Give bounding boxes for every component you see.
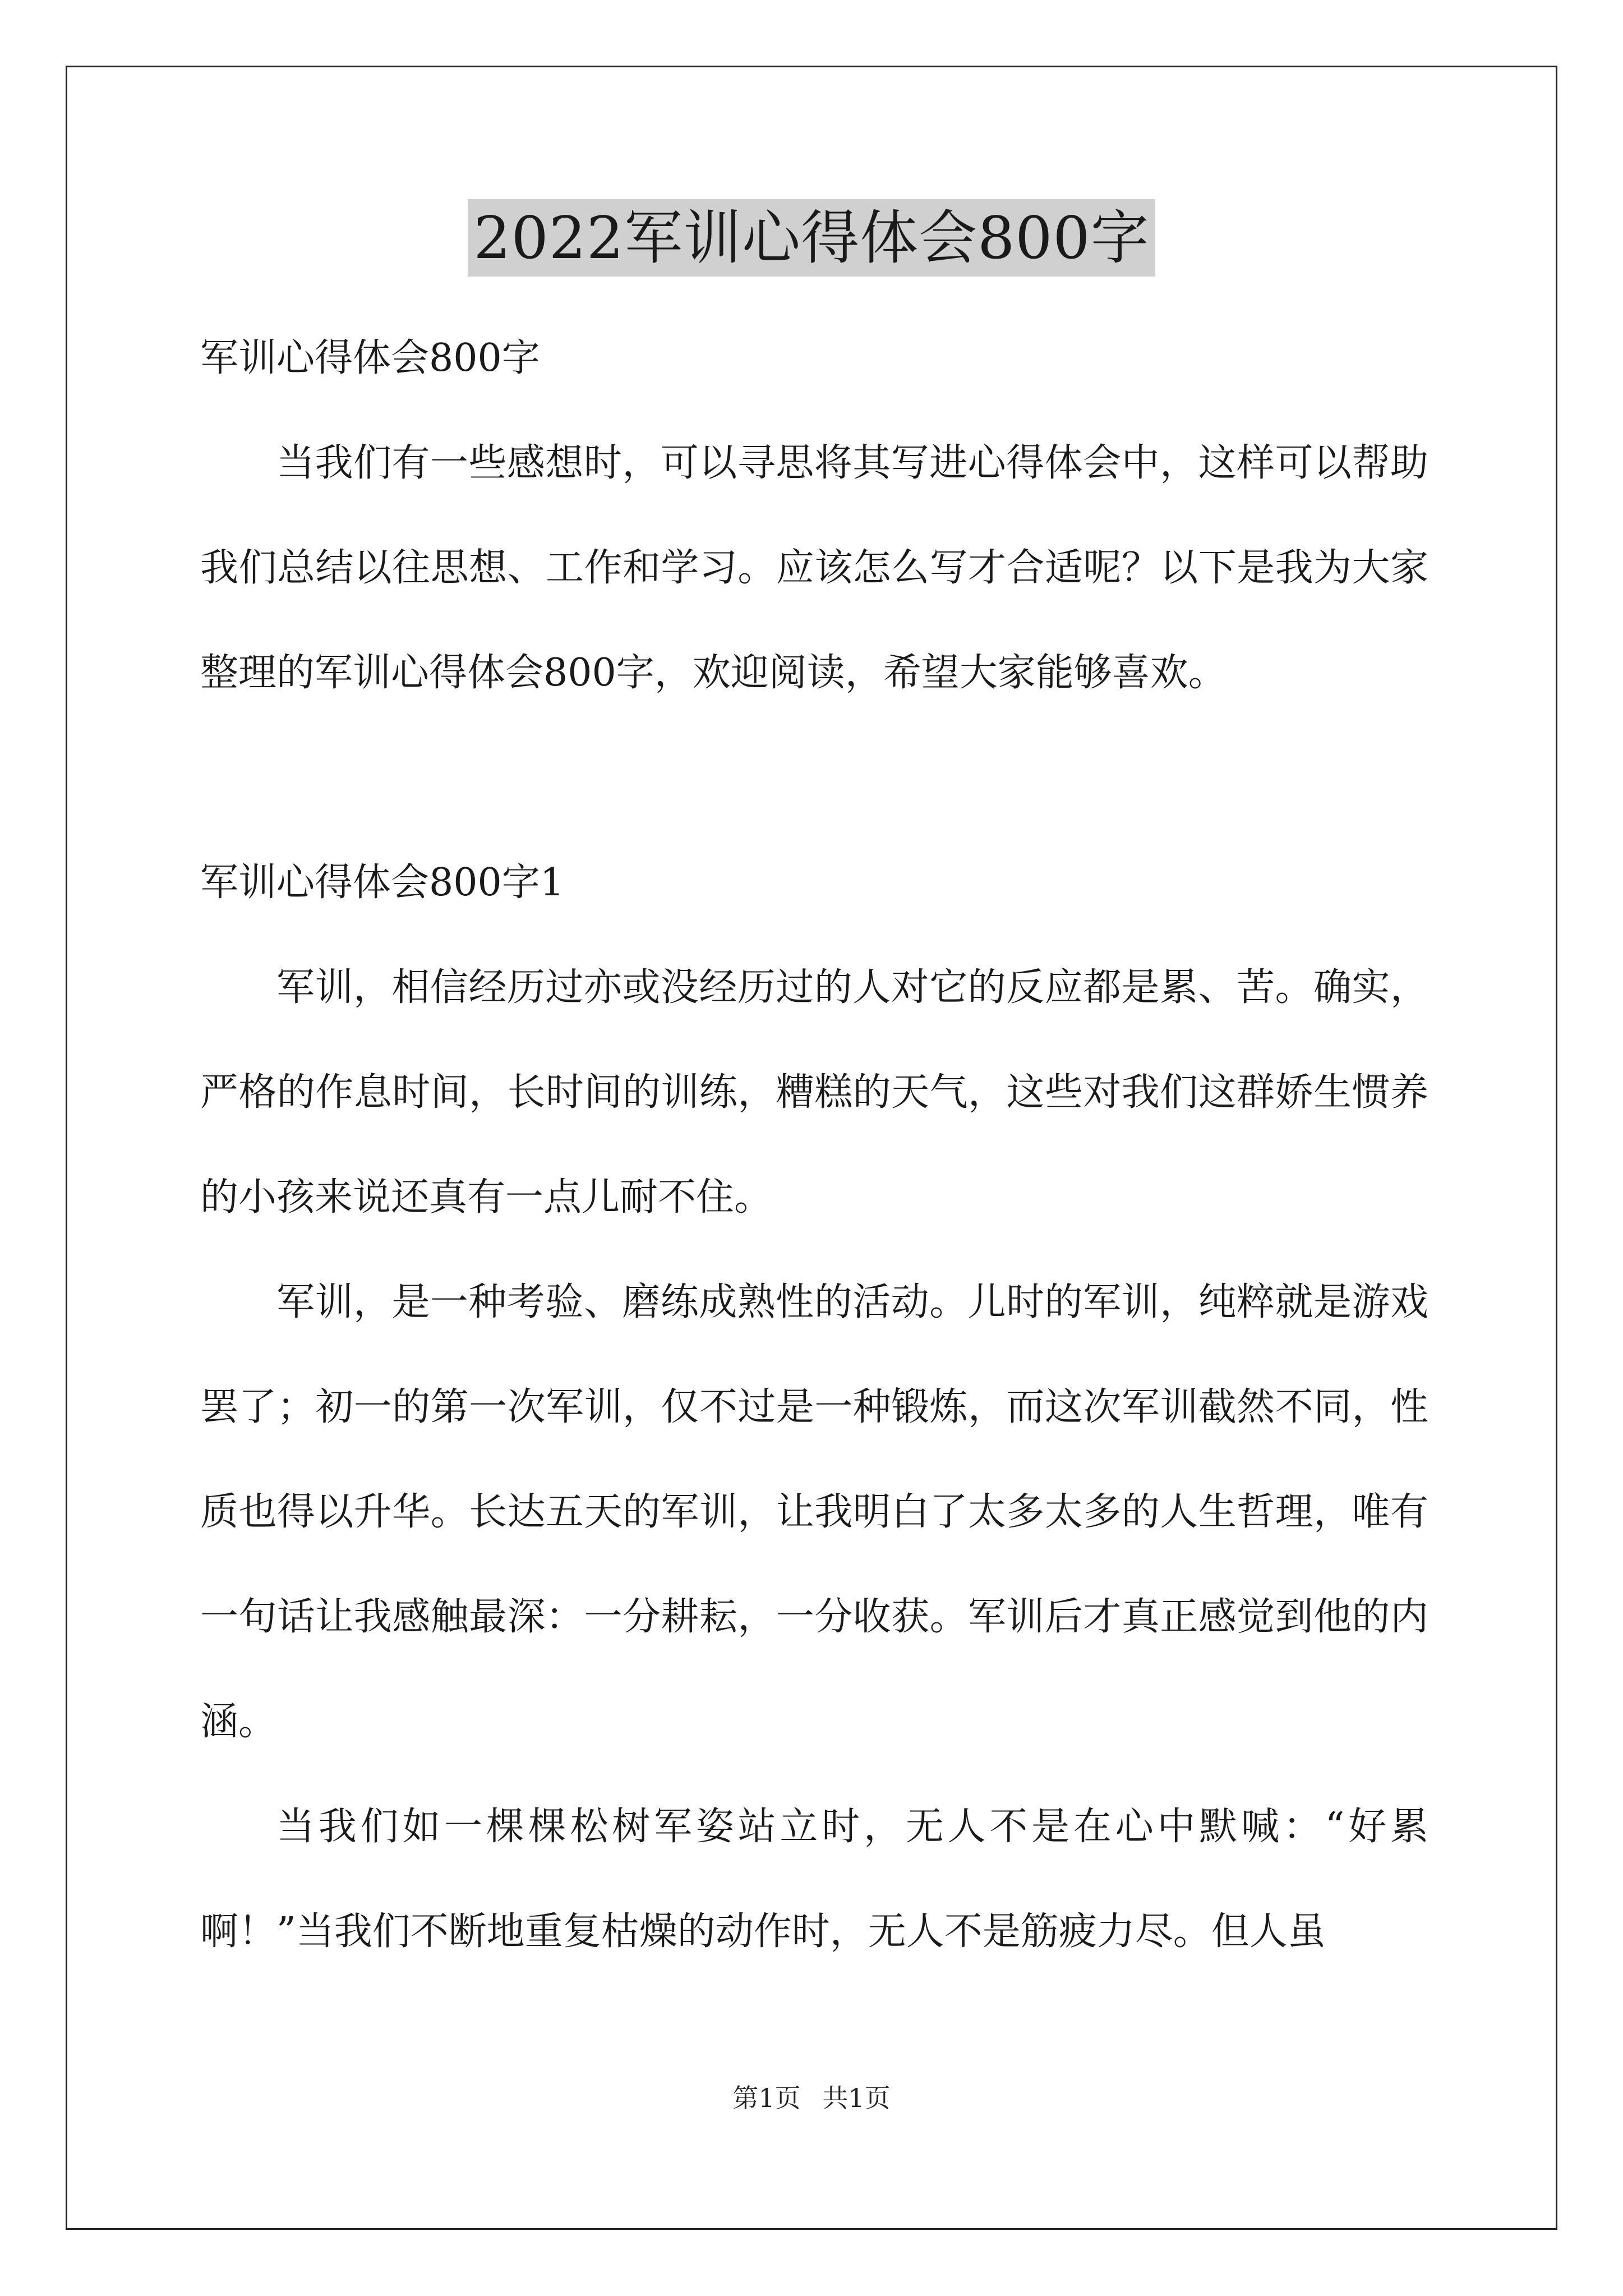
spacer	[200, 725, 1428, 830]
subtitle: 军训心得体会800字	[200, 336, 540, 380]
document-body	[200, 306, 1428, 1984]
body-paragraph-2: 军训，是一种考验、磨练成熟性的活动。儿时的军训，纯粹就是游戏罢了；初一的第一次军训，仅不过是一种锻炼，而这次军训截然不同，性质也得以升华。长达五天的军训，让我明白了太多太多的人生哲理，唯有一句话让我感触最深：一分耕耘，一分收获。军训后才真正感觉到他的内涵。	[200, 1280, 1428, 1744]
page-footer	[0, 2081, 1623, 2115]
page-total: 共1页	[822, 2083, 891, 2113]
intro-paragraph: 当我们有一些感想时，可以寻思将其写进心得体会中，这样可以帮助我们总结以往思想、工作和学习。应该怎么写才合适呢？以下是我为大家整理的军训心得体会800字，欢迎阅读，希望大家能够喜欢。	[200, 441, 1428, 695]
section-heading: 军训心得体会800字1	[200, 861, 565, 905]
title-container	[0, 199, 1623, 277]
body-paragraph-3: 当我们如一棵棵松树军姿站立时，无人不是在心中默喊：“好累啊！”当我们不断地重复枯燥的动作时，无人不是筋疲力尽。但人虽	[200, 1805, 1428, 1954]
page-number: 第1页	[732, 2083, 801, 2113]
body-paragraph-1: 军训，相信经历过亦或没经历过的人对它的反应都是累、苦。确实，严格的作息时间，长时间的训练，糟糕的天气，这些对我们这群娇生惯养的小孩来说还真有一点儿耐不住。	[200, 965, 1428, 1220]
document-title: 2022军训心得体会800字	[468, 199, 1155, 277]
